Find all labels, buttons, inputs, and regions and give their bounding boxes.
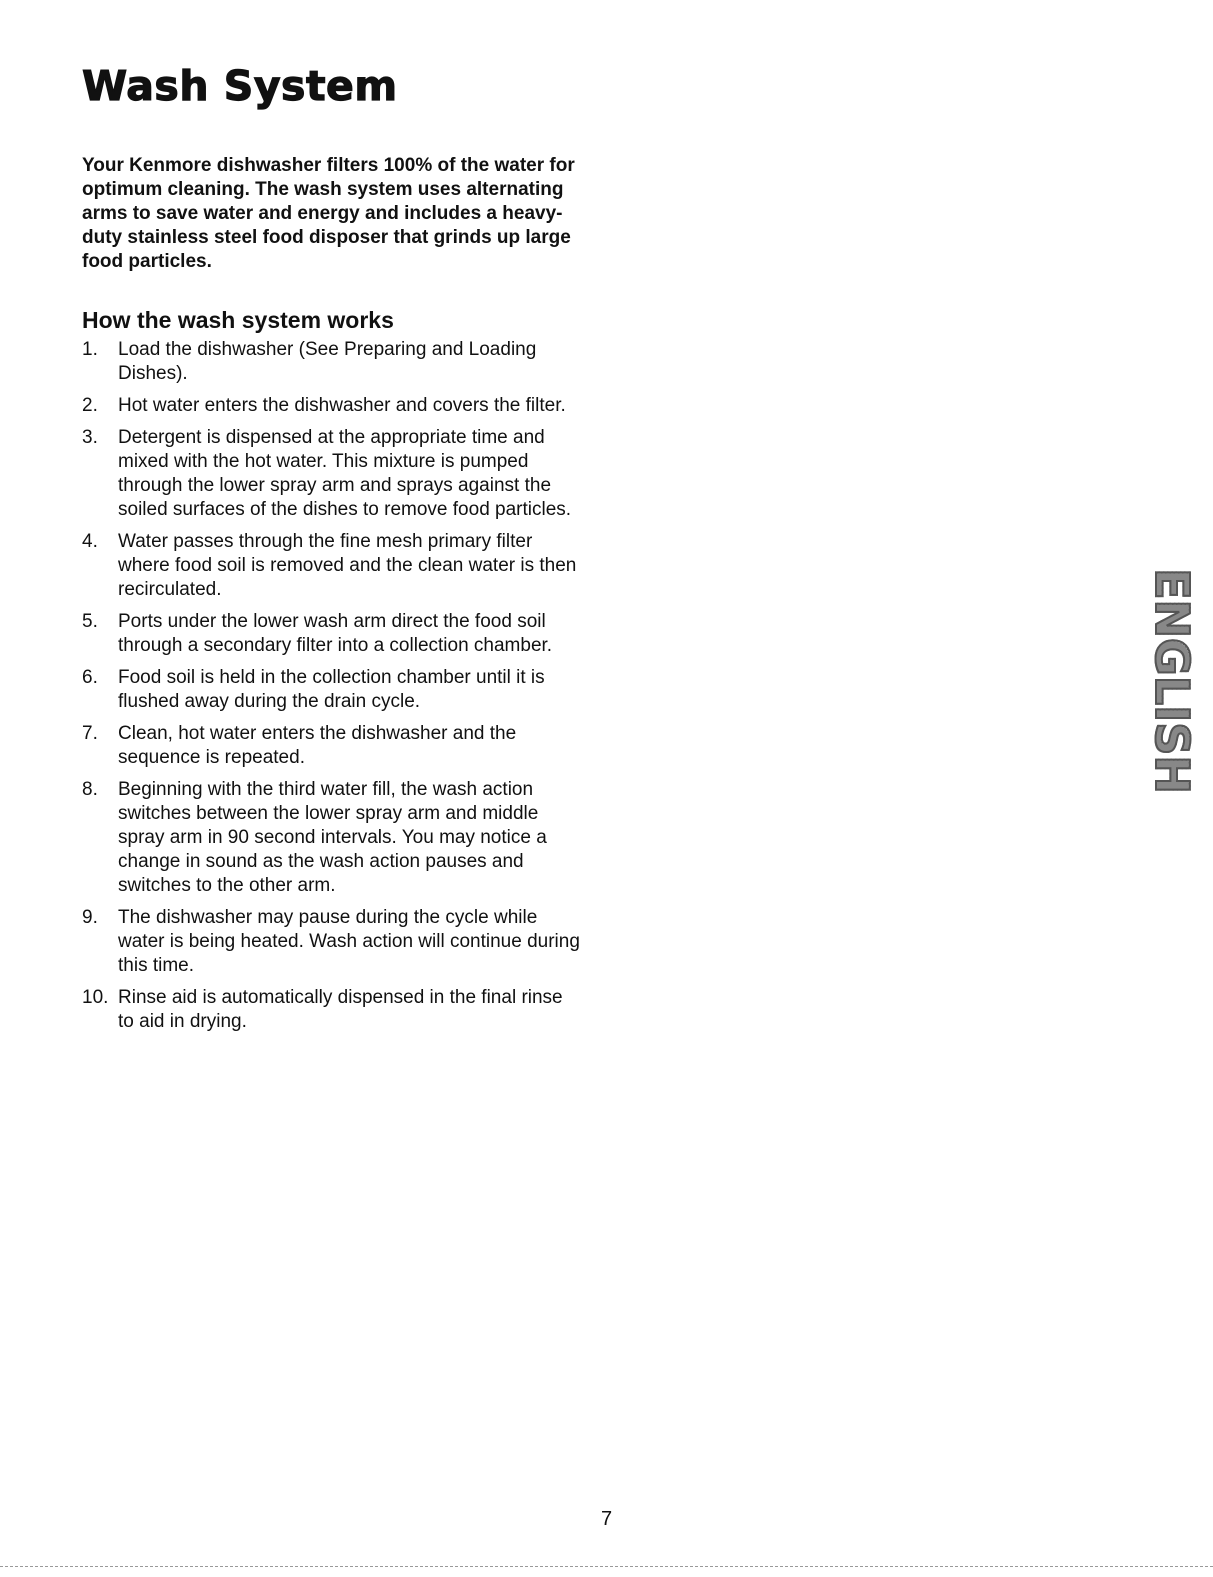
list-item bbox=[82, 906, 582, 978]
list-item bbox=[82, 530, 582, 602]
list-item bbox=[82, 426, 582, 522]
step-text: The dishwasher may pause during the cycle while water is being heated. Wash action will continue during this time. bbox=[118, 907, 580, 976]
step-number: 6. bbox=[82, 667, 98, 688]
steps-list bbox=[82, 338, 582, 1042]
list-item bbox=[82, 394, 582, 418]
bottom-divider bbox=[0, 1566, 1213, 1567]
list-item bbox=[82, 610, 582, 658]
list-item bbox=[82, 666, 582, 714]
step-text: Food soil is held in the collection chamber until it is flushed away during the drain cycle. bbox=[118, 667, 545, 712]
list-item bbox=[82, 778, 582, 898]
step-text: Ports under the lower wash arm direct the food soil through a secondary filter into a collection chamber. bbox=[118, 611, 553, 656]
step-text: Water passes through the fine mesh primary filter where food soil is removed and the clean water is then recirculated. bbox=[118, 531, 577, 600]
step-number: 1. bbox=[82, 339, 98, 360]
language-label: ENGLISH bbox=[1145, 568, 1200, 794]
step-text: Clean, hot water enters the dishwasher and the sequence is repeated. bbox=[118, 723, 517, 768]
list-item bbox=[82, 338, 582, 386]
step-text: Detergent is dispensed at the appropriate time and mixed with the hot water. This mixture is pumped through the lower spray arm and sprays against the soiled surfaces of the dishes to remove food particles. bbox=[118, 427, 572, 520]
page-title: Wash System bbox=[82, 62, 398, 110]
step-number: 3. bbox=[82, 427, 98, 448]
page-number: 7 bbox=[600, 1508, 613, 1530]
step-number: 4. bbox=[82, 531, 98, 552]
step-number: 2. bbox=[82, 395, 98, 416]
language-side-tab bbox=[1145, 565, 1200, 797]
list-item bbox=[82, 986, 582, 1034]
step-number: 5. bbox=[82, 611, 98, 632]
intro-paragraph: Your Kenmore dishwasher filters 100% of the water for optimum cleaning. The wash system uses alternating arms to save water and energy and includes a heavy-duty stainless steel food disposer that grinds up large food particles. bbox=[82, 155, 575, 272]
section-heading: How the wash system works bbox=[82, 307, 394, 333]
step-number: 8. bbox=[82, 779, 98, 800]
step-text: Load the dishwasher (See Preparing and Loading Dishes). bbox=[118, 339, 537, 384]
step-number: 7. bbox=[82, 723, 98, 744]
list-item bbox=[82, 722, 582, 770]
step-text: Rinse aid is automatically dispensed in the final rinse to aid in drying. bbox=[118, 987, 563, 1032]
step-text: Beginning with the third water fill, the wash action switches between the lower spray arm and middle spray arm in 90 second intervals. You may notice a change in sound as the wash action pauses and switches to the other arm. bbox=[118, 779, 547, 896]
step-number: 9. bbox=[82, 907, 98, 928]
step-number: 10. bbox=[82, 987, 109, 1008]
step-text: Hot water enters the dishwasher and covers the filter. bbox=[118, 395, 566, 416]
